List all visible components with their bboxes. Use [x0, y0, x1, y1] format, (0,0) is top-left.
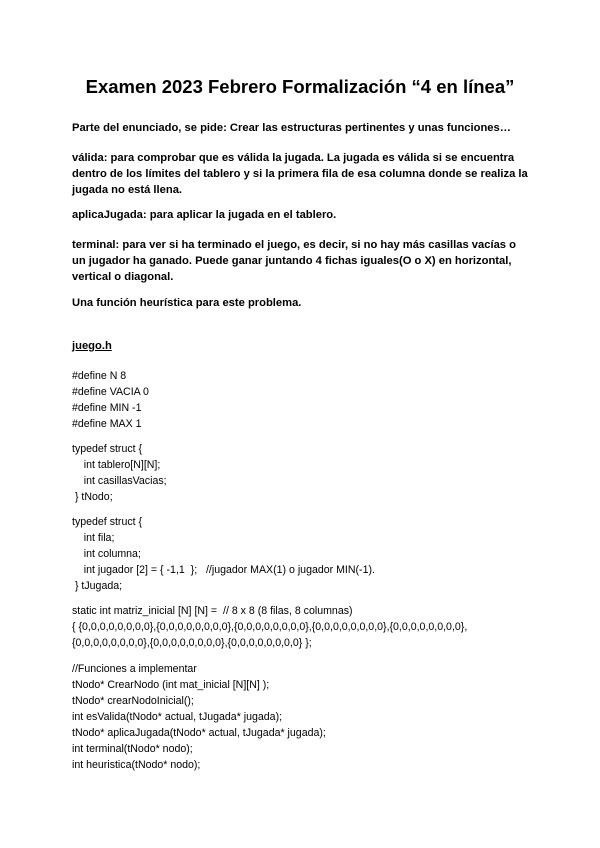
intro-paragraph	[72, 120, 532, 136]
code-line: //Funciones a implementar	[72, 663, 197, 675]
struct-nodo-block	[72, 441, 552, 505]
code-line: int heuristica(tNodo* nodo);	[72, 759, 201, 771]
code-line: #define N 8	[72, 370, 127, 382]
code-line: int fila;	[72, 532, 115, 544]
code-line: } tJugada;	[72, 580, 123, 592]
code-line: typedef struct {	[72, 516, 143, 528]
code-line: { {0,0,0,0,0,0,0,0},{0,0,0,0,0,0,0,0},{0,0,0,0,0,0,0,0},{0,0,0,0,0,0,0,0},{0,0,0,0,0,0,0,0},	[72, 621, 468, 633]
code-line: tNodo* crearNodoInicial();	[72, 695, 194, 707]
terminal-line: vertical o diagonal.	[72, 271, 174, 283]
code-line: tNodo* aplicaJugada(tNodo* actual, tJugada* jugada);	[72, 727, 326, 739]
code-line: {0,0,0,0,0,0,0,0},{0,0,0,0,0,0,0,0},{0,0,0,0,0,0,0,0} };	[72, 637, 312, 649]
page-title: Examen 2023 Febrero Formalización “4 en línea”	[85, 76, 515, 97]
heuristica-paragraph	[72, 295, 532, 311]
valida-line: válida: para comprobar que es válida la jugada. La jugada es válida si se encuentra	[72, 152, 515, 164]
struct-jugada-block	[72, 514, 552, 594]
code-line: #define MIN -1	[72, 402, 142, 414]
code-line: int casillasVacias;	[72, 475, 167, 487]
aplica-paragraph	[72, 207, 532, 223]
code-line: #define VACIA 0	[72, 386, 149, 398]
terminal-paragraph	[72, 237, 532, 285]
code-line: int jugador [2] = { -1,1 }; //jugador MAX(1) o jugador MIN(-1).	[72, 564, 375, 576]
terminal-line: un jugador ha ganado. Puede ganar juntando 4 fichas iguales(O o X) en horizontal,	[72, 255, 512, 267]
file-name-heading: juego.h	[72, 340, 112, 352]
heuristica-line: Una función heurística para este problema.	[72, 297, 302, 309]
terminal-line: terminal: para ver si ha terminado el juego, es decir, si no hay más casillas vacías o	[72, 239, 516, 251]
code-line: int esValida(tNodo* actual, tJugada* jugada);	[72, 711, 283, 723]
matriz-block	[72, 603, 552, 651]
code-line: int columna;	[72, 548, 141, 560]
code-line: typedef struct {	[72, 443, 143, 455]
valida-line: jugada no está llena.	[72, 184, 183, 196]
funciones-block	[72, 661, 552, 773]
code-line: int tablero[N][N];	[72, 459, 161, 471]
intro-line: Parte del enunciado, se pide: Crear las estructuras pertinentes y unas funciones…	[72, 122, 511, 134]
code-line: tNodo* CrearNodo (int mat_inicial [N][N] );	[72, 679, 270, 691]
defines-block	[72, 368, 552, 432]
aplica-line: aplicaJugada: para aplicar la jugada en el tablero.	[72, 209, 337, 221]
code-line: static int matriz_inicial [N] [N] = // 8 x 8 (8 filas, 8 columnas)	[72, 605, 353, 617]
code-line: } tNodo;	[72, 491, 113, 503]
code-line: int terminal(tNodo* nodo);	[72, 743, 193, 755]
valida-paragraph	[72, 150, 532, 198]
code-line: #define MAX 1	[72, 418, 142, 430]
valida-line: dentro de los límites del tablero y si la primera fila de esa columna donde se realiza la	[72, 168, 528, 180]
